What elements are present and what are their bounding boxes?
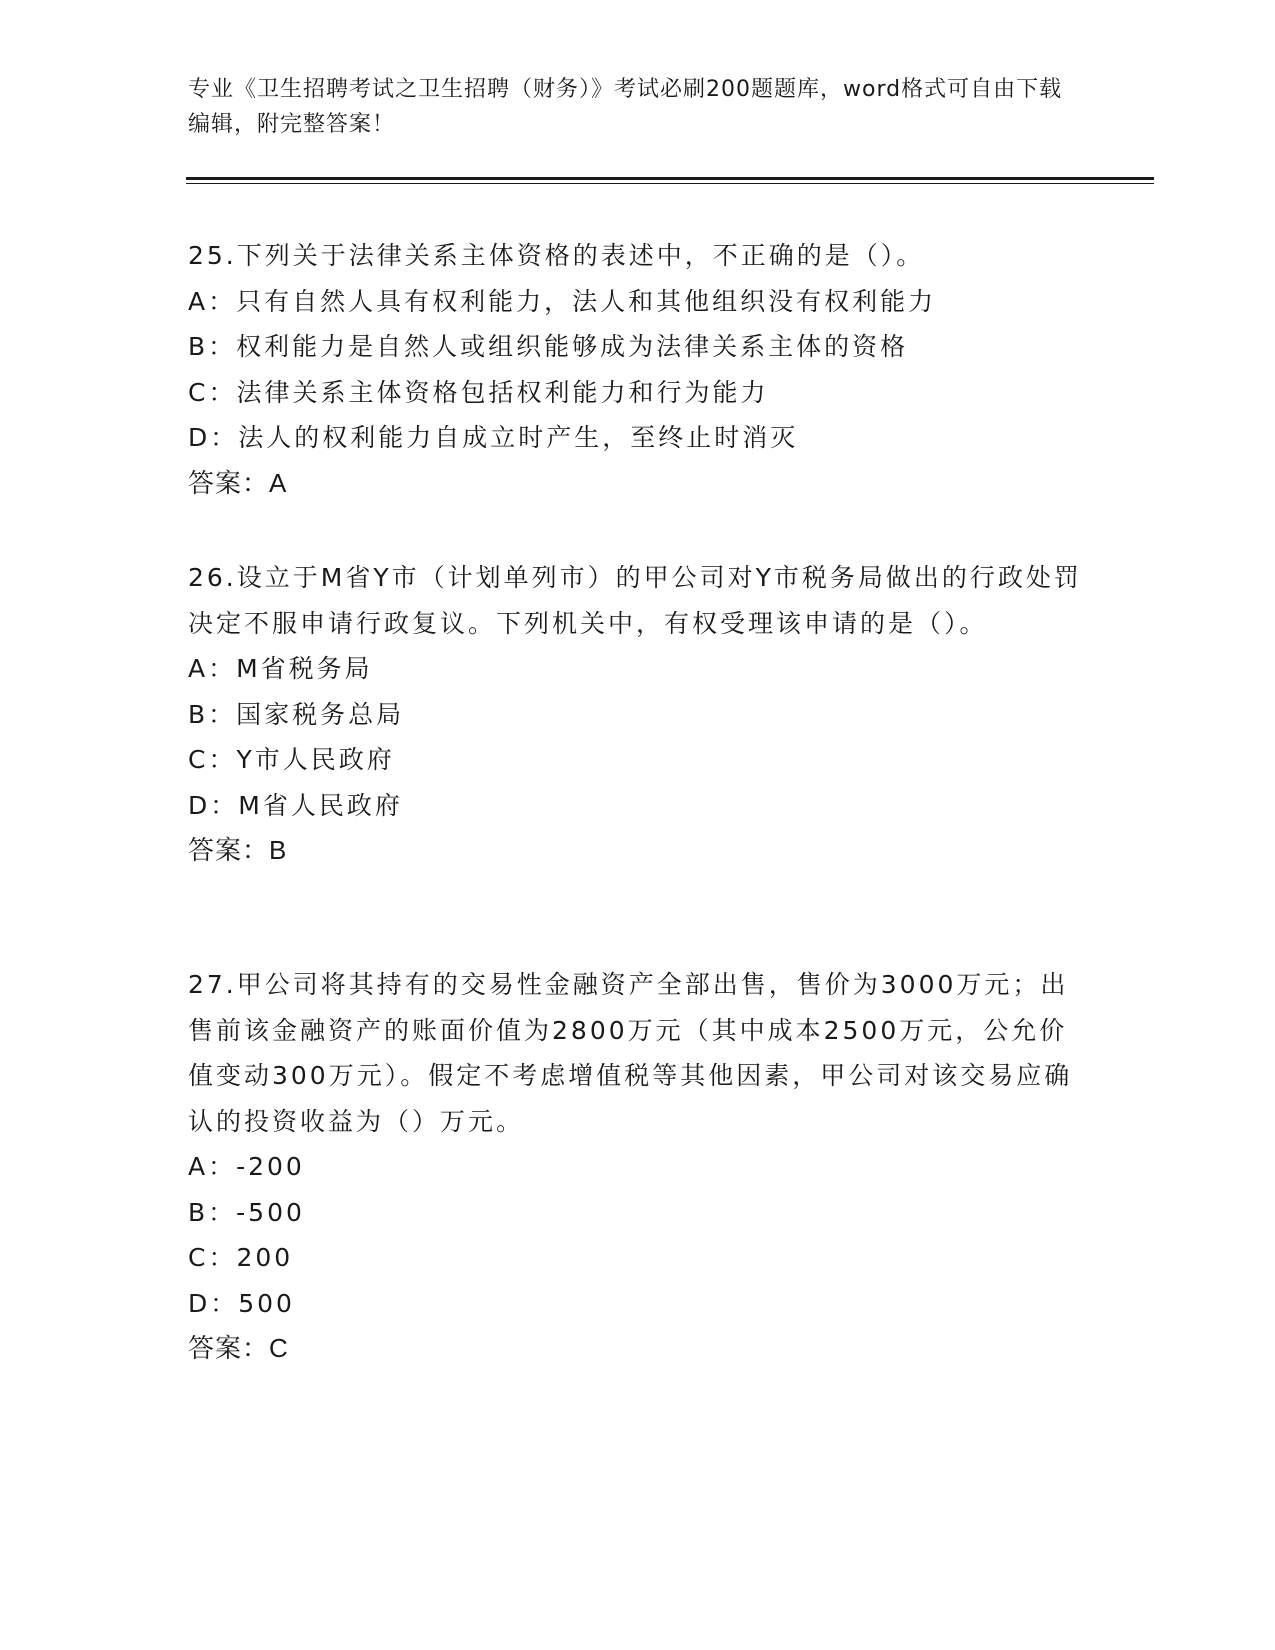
- answer-label: 答案：C: [188, 1333, 289, 1363]
- option-d: D：500: [188, 1288, 295, 1318]
- option-b: B：国家税务总局: [188, 699, 405, 729]
- answer-label: 答案：A: [188, 467, 288, 498]
- option-c: C：Y市人民政府: [188, 745, 395, 774]
- header-divider-thick: [186, 177, 1154, 180]
- option-a: A：-200: [188, 1152, 305, 1181]
- option-b: B：-500: [188, 1197, 305, 1227]
- option-d: D：法人的权利能力自成立时产生，至终止时消灭: [188, 423, 799, 452]
- option-b: B：权利能力是自然人或组织能够成为法律关系主体的资格: [188, 332, 909, 361]
- question-stem: 26.设立于M省Y市（计划单列市）的甲公司对Y市税务局做出的行政处罚决定不服申请行政复议。下列机关中，有权受理该申请的是（）。: [188, 563, 1082, 638]
- option-c: C：法律关系主体资格包括权利能力和行为能力: [188, 377, 769, 407]
- question-26: [188, 555, 1088, 874]
- answer-label: 答案：B: [188, 835, 288, 865]
- option-a: A：只有自然人具有权利能力，法人和其他组织没有权利能力: [188, 286, 937, 316]
- option-a: A：M省税务局: [188, 654, 373, 683]
- question-stem: 25.下列关于法律关系主体资格的表述中，不正确的是（）。: [188, 241, 925, 270]
- header-divider-thin: [186, 183, 1154, 184]
- question-25: [188, 233, 1088, 506]
- header-text: 专业《卫生招聘考试之卫生招聘（财务）》考试必刷200题题库，word格式可自由下载编辑，附完整答案！: [188, 77, 1063, 137]
- question-stem: 27.甲公司将其持有的交易性金融资产全部出售，售价为3000万元；出售前该金融资产的账面价值为2800万元（其中成本2500万元，公允价值变动300万元）。假定不考虑增值税等其他因素，甲公司对该交易应确认的投资收益为（）万元。: [188, 970, 1073, 1136]
- document-header: [188, 72, 1068, 142]
- option-d: D：M省人民政府: [188, 790, 403, 820]
- option-c: C：200: [188, 1243, 294, 1272]
- question-27: [188, 962, 1088, 1372]
